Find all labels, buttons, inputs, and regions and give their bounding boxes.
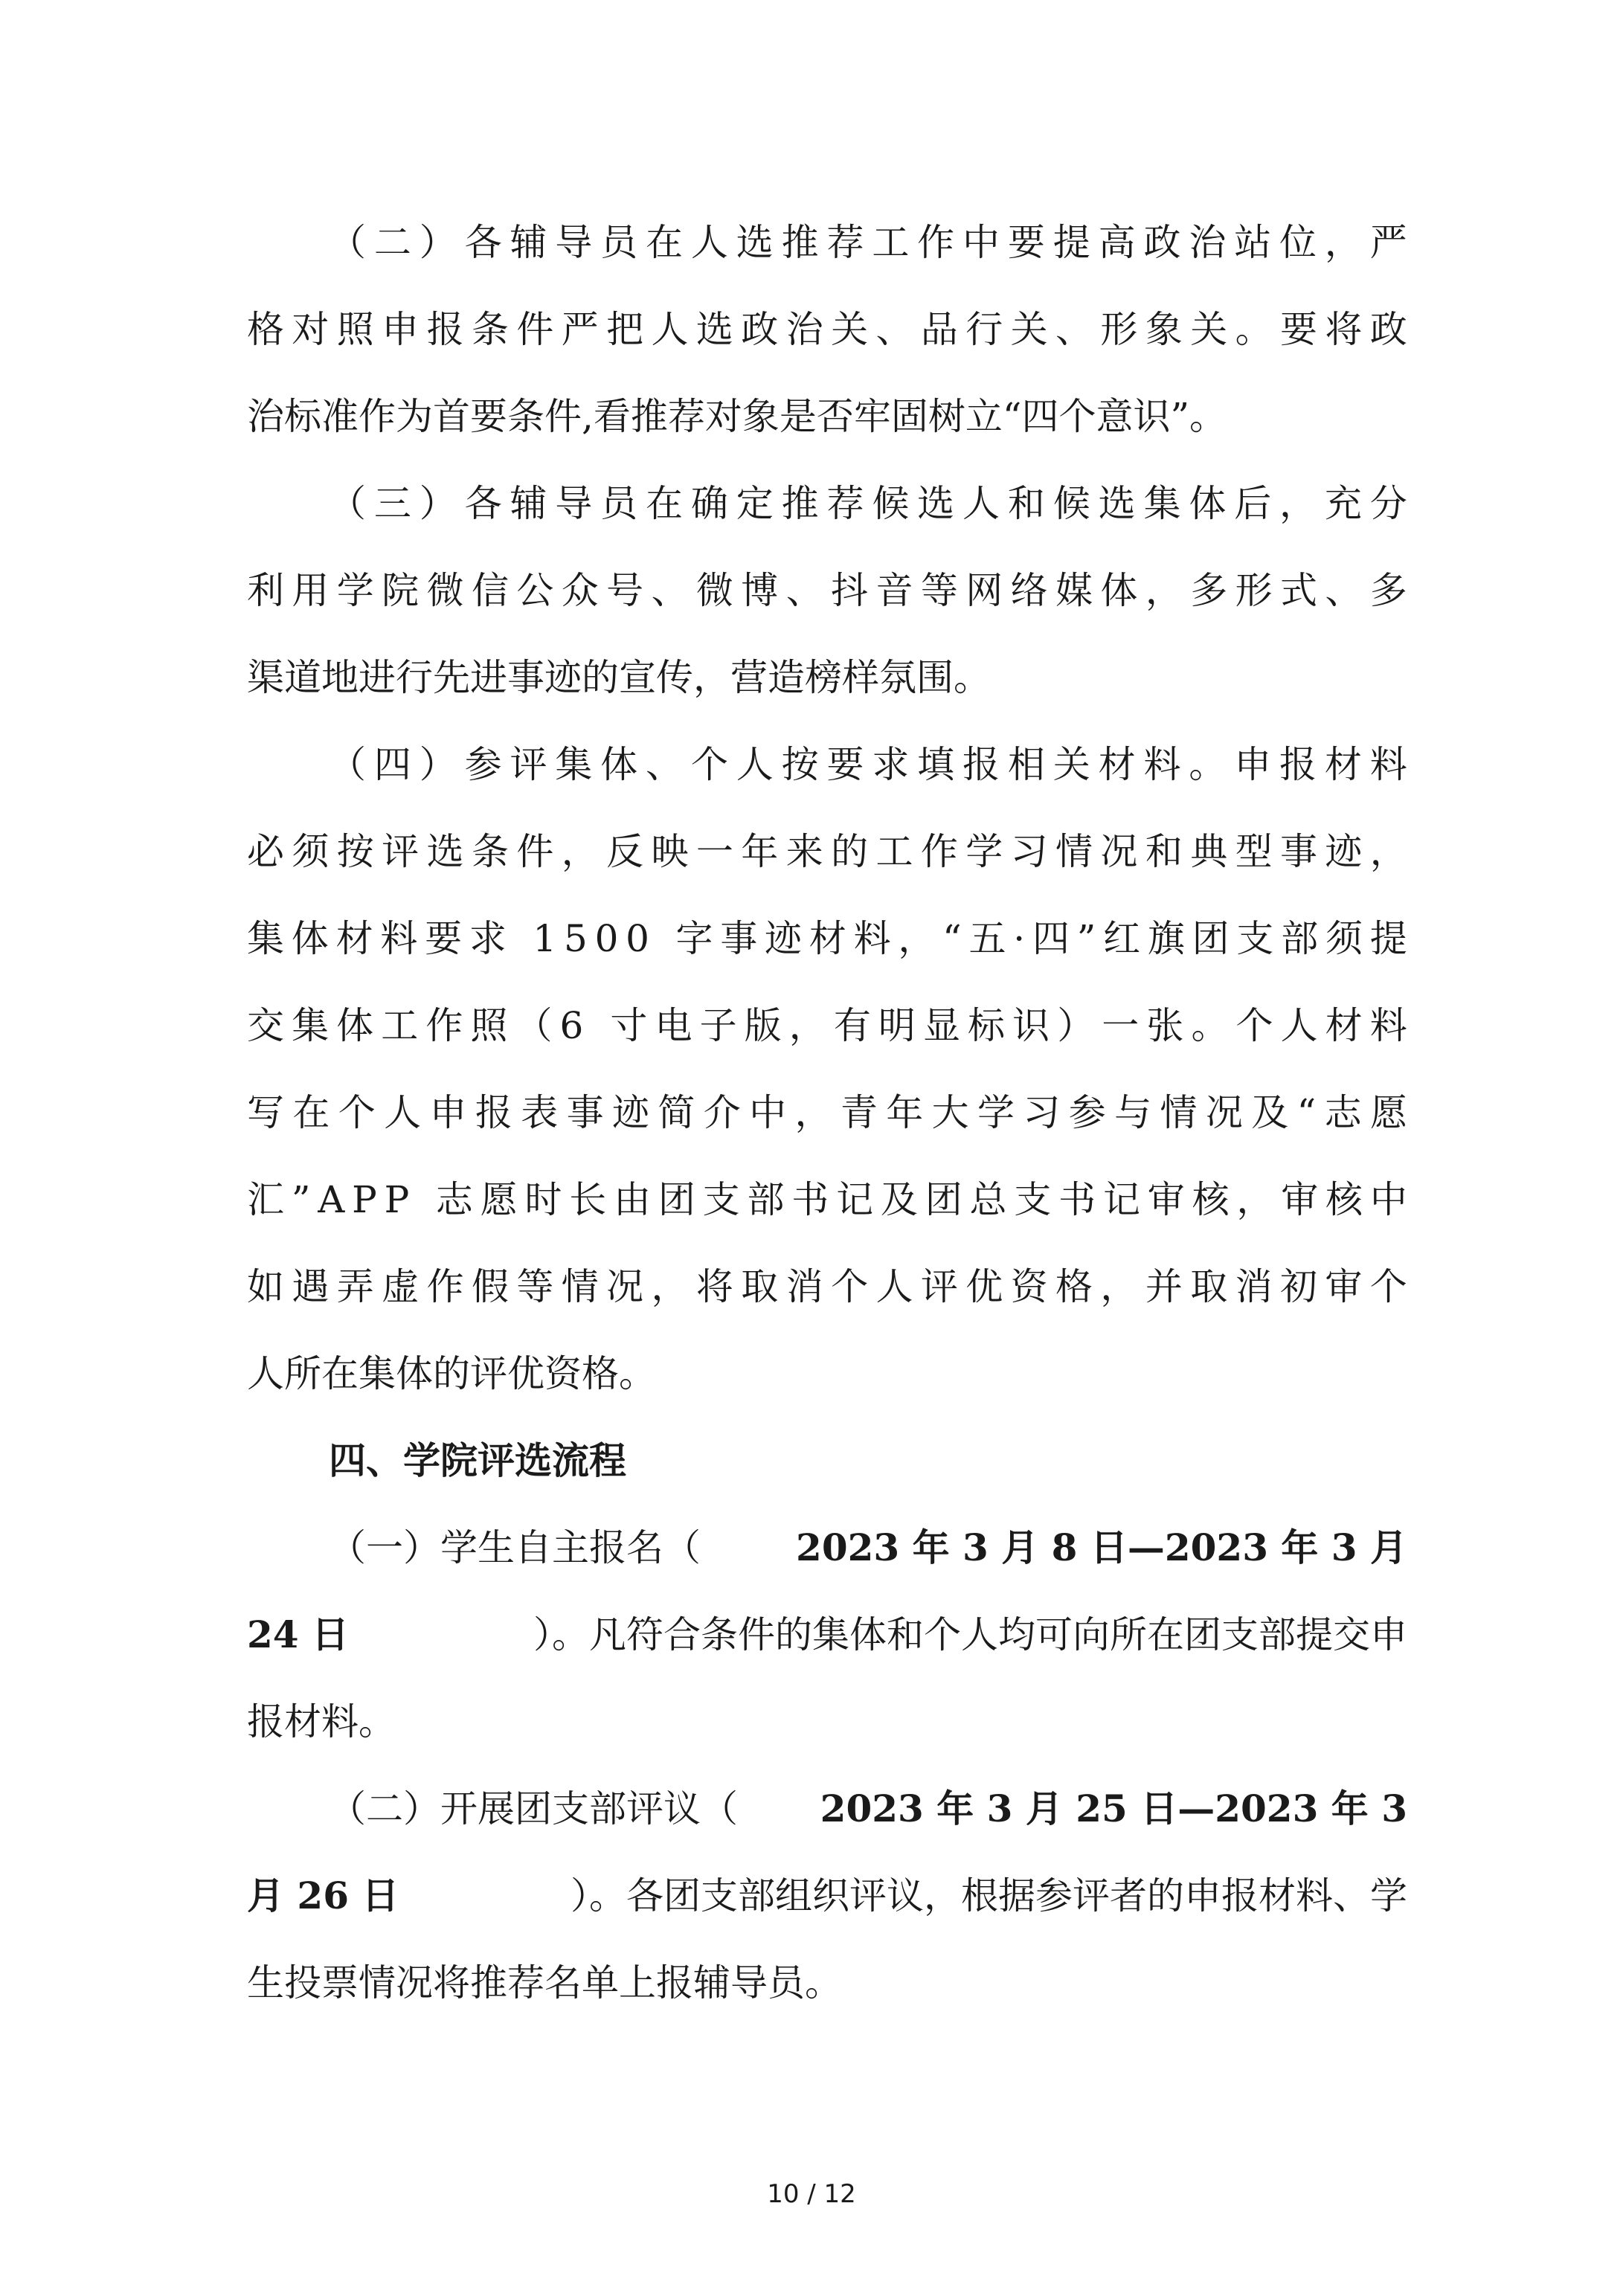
paragraph-line: 交 集 体 工 作 照 （ 6 寸 电 子 版 ， 有 明 显 标 识 ） 一 张 。 个 人 材 料 bbox=[247, 1004, 1407, 1047]
paragraph-line: 利 用 学 院 微 信 公 众 号 、 微 博 、 抖 音 等 网 络 媒 体 ， 多 形 式 、 多 bbox=[247, 569, 1407, 612]
paragraph-line bbox=[329, 1787, 1407, 1831]
paragraph-line bbox=[247, 1612, 1407, 1657]
paragraph-line: 渠道地进行先进事迹的宣传，营造榜样氛围。 bbox=[247, 656, 991, 699]
paragraph-line-text: （一）学生自主报名（ bbox=[329, 1526, 701, 1569]
date-range: 2023 年 3 月 25 日—2023 年 3 bbox=[820, 1787, 1407, 1830]
paragraph-line bbox=[247, 1874, 1407, 1918]
paragraph-line: 必 须 按 评 选 条 件 ， 反 映 一 年 来 的 工 作 学 习 情 况 和 典 型 事 迹 ， bbox=[247, 830, 1407, 873]
paragraph-line: 如 遇 弄 虚 作 假 等 情 况 ， 将 取 消 个 人 评 优 资 格 ， 并 取 消 初 审 个 bbox=[247, 1265, 1407, 1308]
paragraph-line: （ 四 ） 参 评 集 体 、 个 人 按 要 求 填 报 相 关 材 料 。 申 报 材 料 bbox=[329, 743, 1407, 786]
paragraph-line: 治标准作为首要条件,看推荐对象是否牢固树立“四个意识”。 bbox=[247, 395, 1227, 438]
paragraph-line-text: （二）开展团支部评议（ bbox=[329, 1787, 738, 1830]
paragraph-line-text: ）。各团支部组织评议，根据参评者的申报材料、学 bbox=[571, 1874, 1407, 1917]
date-range: 2023 年 3 月 8 日—2023 年 3 月 bbox=[796, 1525, 1407, 1569]
paragraph-line bbox=[329, 1525, 1407, 1570]
paragraph-line: （ 二 ） 各 辅 导 员 在 人 选 推 荐 工 作 中 要 提 高 政 治 站 位 ， 严 bbox=[329, 221, 1407, 264]
paragraph-line: （ 三 ） 各 辅 导 员 在 确 定 推 荐 候 选 人 和 候 选 集 体 后 ， 充 分 bbox=[329, 482, 1407, 525]
date-text: 月 26 日 bbox=[247, 1874, 399, 1917]
paragraph-line-text: ）。凡符合条件的集体和个人均可向所在团支部提交申 bbox=[533, 1613, 1407, 1656]
paragraph-line: 格 对 照 申 报 条 件 严 把 人 选 政 治 关 、 品 行 关 、 形 象 关 。 要 将 政 bbox=[247, 308, 1407, 351]
paragraph-line: 报材料。 bbox=[247, 1700, 396, 1743]
page-number: 10 / 12 bbox=[767, 2179, 856, 2209]
paragraph-line: 人所在集体的评优资格。 bbox=[247, 1352, 656, 1395]
paragraph-line: 写 在 个 人 申 报 表 事 迹 简 介 中 ， 青 年 大 学 习 参 与 情 况 及 “ 志 愿 bbox=[247, 1091, 1407, 1134]
paragraph-line: 汇 ” A P P 志 愿 时 长 由 团 支 部 书 记 及 团 总 支 书 记 审 核 ， 审 核 中 bbox=[247, 1178, 1407, 1221]
section-heading: 四、学院评选流程 bbox=[329, 1438, 626, 1482]
paragraph-line: 生投票情况将推荐名单上报辅导员。 bbox=[247, 1961, 842, 2004]
paragraph-line: 集 体 材 料 要 求 1 5 0 0 字 事 迹 材 料 ， “ 五 · 四 ” 红 旗 团 支 部 须 提 bbox=[247, 917, 1407, 960]
date-text: 24 日 bbox=[247, 1612, 349, 1656]
